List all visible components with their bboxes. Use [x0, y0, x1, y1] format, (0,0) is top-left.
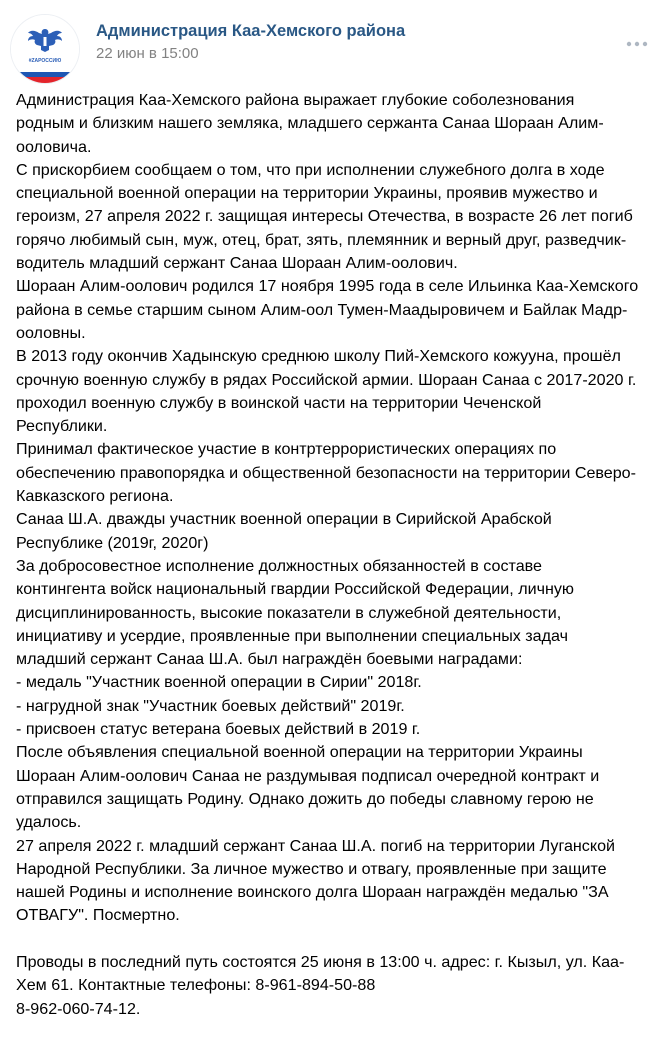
flag-blue-stripe [11, 72, 79, 77]
avatar-caption: #ZAРОССИЮ [28, 58, 62, 64]
post-header [0, 0, 665, 90]
post-text-line: Республики. [16, 417, 108, 436]
post-text-line: С прискорбием сообщаем о том, что при исполнении служебного долга в ходе [16, 160, 605, 179]
post-text-line: обеспечению правопорядка и общественной безопасности на территории Северо- [16, 463, 636, 482]
post-text-line: водитель младший сержант Санаа Шораан Алим-оолович. [16, 254, 458, 273]
post-text-line: После объявления специальной военной операции на территории Украины [16, 743, 583, 762]
post-text-line: За добросовестное исполнение должностных обязанностей в составе [16, 556, 542, 575]
post-text-line: срочную военную службу в рядах Российской армии. Шораан Санаа с 2017-2020 г. [16, 370, 637, 389]
post-text-line: дисциплинированность, высокие показатели в служебной деятельности, [16, 603, 562, 622]
post-text-line: - медаль "Участник военной операции в Сирии" 2018г. [16, 673, 422, 692]
post-text-line: района в семье старшим сыном Алим-оол Тумен-Маадыровичем и Байлак Мадр- [16, 300, 628, 319]
post-text-line: ОТВАГУ". Посмертно. [16, 906, 180, 925]
coat-of-arms-logo [11, 15, 79, 83]
post-text-line: младший сержант Санаа Ш.А. был награждён боевыми наградами: [16, 650, 523, 669]
post-text-line: контингента войск национальный гвардии Российской Федерации, личную [16, 580, 574, 599]
post-text-line: отправился защищать Родину. Однако дожить до победы славному герою не [16, 789, 594, 808]
post-text-line: специальной военной операции на территории Украины, проявив мужество и [16, 184, 598, 203]
post-text-line: Народной Республики. За личное мужество и отвагу, проявленные при защите [16, 859, 607, 878]
post-text-line: ооловича. [16, 137, 92, 156]
post-text-line: родным и близким нашего земляка, младшего сержанта Санаа Шораан Алим- [16, 114, 604, 133]
post-text-line: Администрация Каа-Хемского района выражает глубокие соболезнования [16, 91, 575, 109]
post-text-line: Проводы в последний путь состоятся 25 июня в 13:00 ч. адрес: г. Кызыл, ул. Каа- [16, 952, 625, 971]
post-text-line: 27 апреля 2022 г. младший сержант Санаа Ш.А. погиб на территории Луганской [16, 836, 616, 855]
avatar[interactable] [11, 15, 79, 83]
post-text-line: Республике (2019г, 2020г) [16, 533, 209, 552]
post-text-line: - присвоен статус ветерана боевых действий в 2019 г. [16, 720, 421, 739]
post-text-line: Санаа Ш.А. дважды участник военной операции в Сирийской Арабской [16, 510, 552, 529]
post-text-line: В 2013 году окончив Хадынскую среднюю школу Пий-Хемского кожууна, прошёл [16, 347, 621, 366]
post-text-line: героизм, 27 апреля 2022 г. защищая интересы Отечества, в возрасте 26 лет погиб [16, 207, 633, 226]
post-text-line: инициативу и усердие, проявленные при выполнении специальных задач [16, 626, 568, 645]
more-options-button[interactable] [625, 37, 649, 51]
flag-red-stripe [11, 77, 79, 83]
post-text-line: Кавказского региона. [16, 487, 174, 506]
ellipsis-icon [625, 37, 649, 51]
post-text-line: нашей Родины и исполнение воинского долга Шораан награждён медалью "ЗА [16, 883, 609, 902]
post-text-line: Хем 61. Контактные телефоны: 8-961-894-50-88 [16, 976, 376, 995]
post-text-line: Шораан Алим-оолович Санаа не раздумывая подписал очередной контракт и [16, 766, 600, 785]
paragraph-gap [16, 928, 656, 951]
post-text-line: - нагрудной знак "Участник боевых действий" 2019г. [16, 696, 405, 715]
post-text-line: проходил военную службу в воинской части на территории Чеченской [16, 393, 542, 412]
post-text-line: Принимал фактическое участие в контртеррористических операциях по [16, 440, 557, 459]
post-text [16, 89, 656, 1021]
post-text-line: ооловны. [16, 323, 86, 342]
post-text-line: удалось. [16, 813, 82, 832]
group-name-link[interactable]: Администрация Каа-Хемского района [96, 22, 406, 40]
post-date[interactable]: 22 июн в 15:00 [96, 45, 199, 62]
post-text-line: Шораан Алим-оолович родился 17 ноября 1995 года в селе Ильинка Каа-Хемского [16, 277, 639, 296]
post-text-line: 8-962-060-74-12. [16, 999, 141, 1018]
post-text-line: горячо любимый сын, муж, отец, брат, зять, племянник и верный друг, разведчик- [16, 230, 627, 249]
